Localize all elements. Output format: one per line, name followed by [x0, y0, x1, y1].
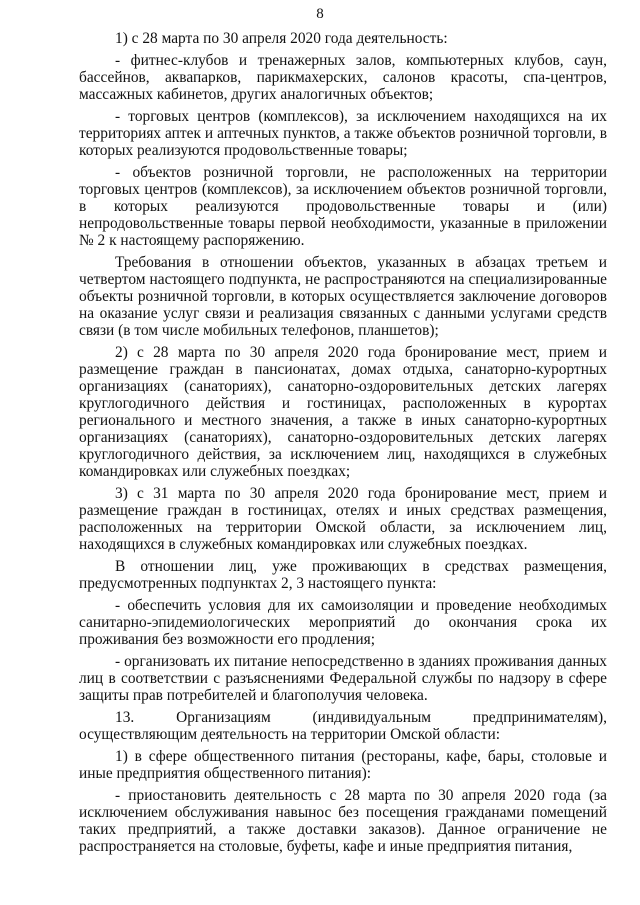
paragraph: - объектов розничной торговли, не расположенных на территории торговых центров (комплексов), за исключением объектов розничной торговли, в которых реализуются продовольственные товары и (или) непродовольственные товары первой необходимости, указанные в приложении № 2 к настоящему распоряжению. [79, 164, 607, 249]
paragraph: В отношении лиц, уже проживающих в средствах размещения, предусмотренных подпунктах 2, 3 настоящего пункта: [79, 558, 607, 592]
document-body [79, 30, 607, 860]
page-number: 8 [316, 6, 324, 22]
paragraph: 13. Организациям (индивидуальным предпринимателям), осуществляющим деятельность на территории Омской области: [79, 709, 607, 743]
paragraph: - организовать их питание непосредственно в зданиях проживания данных лиц в соответствии с разъяснениями Федеральной службы по надзору в сфере защиты прав потребителей и благополучия человека. [79, 653, 607, 704]
paragraph: - торговых центров (комплексов), за исключением находящихся на их территориях аптек и аптечных пунктов, а также объектов розничной торговли, в которых реализуются продовольственные товары; [79, 108, 607, 159]
paragraph: Требования в отношении объектов, указанных в абзацах третьем и четвертом настоящего подпункта, не распространяются на специализированные объекты розничной торговли, в которых осуществляется заключение договоров на оказание услуг связи и реализация связанных с данными услугами средств связи (в том числе мобильных телефонов, планшетов); [79, 254, 607, 339]
paragraph: 2) с 28 марта по 30 апреля 2020 года бронирование мест, прием и размещение граждан в пансионатах, домах отдыха, санаторно-курортных организациях (санаториях), санаторно-оздоровительных детских лагерях круглогодичного действия и гостиницах, расположенных в курортах регионального и местного значения, а также в иных санаторно-курортных организациях (санаториях), санаторно-оздоровительных детских лагерях круглогодичного действия, за исключением лиц, находящихся в служебных командировках или служебных поездках; [79, 344, 607, 480]
paragraph: 1) в сфере общественного питания (рестораны, кафе, бары, столовые и иные предприятия общественного питания): [79, 748, 607, 782]
paragraph: 1) с 28 марта по 30 апреля 2020 года деятельность: [115, 30, 448, 47]
paragraph: - приостановить деятельность с 28 марта по 30 апреля 2020 года (за исключением обслуживания навынос без посещения гражданами помещений таких предприятий, а также доставки заказов). Данное ограничение не распространяется на столовые, буфеты, кафе и иные предприятия питания, [79, 787, 607, 855]
paragraph: - обеспечить условия для их самоизоляции и проведение необходимых санитарно-эпидемиологических мероприятий до окончания срока их проживания без возможности его продления; [79, 597, 607, 648]
paragraph: - фитнес-клубов и тренажерных залов, компьютерных клубов, саун, бассейнов, аквапарков, парикмахерских, салонов красоты, спа-центров, массажных кабинетов, других аналогичных объектов; [79, 52, 607, 103]
paragraph: 3) с 31 марта по 30 апреля 2020 года бронирование мест, прием и размещение граждан в гостиницах, отелях и иных средствах размещения, расположенных на территории Омской области, за исключением лиц, находящихся в служебных командировках или служебных поездках. [79, 485, 607, 553]
